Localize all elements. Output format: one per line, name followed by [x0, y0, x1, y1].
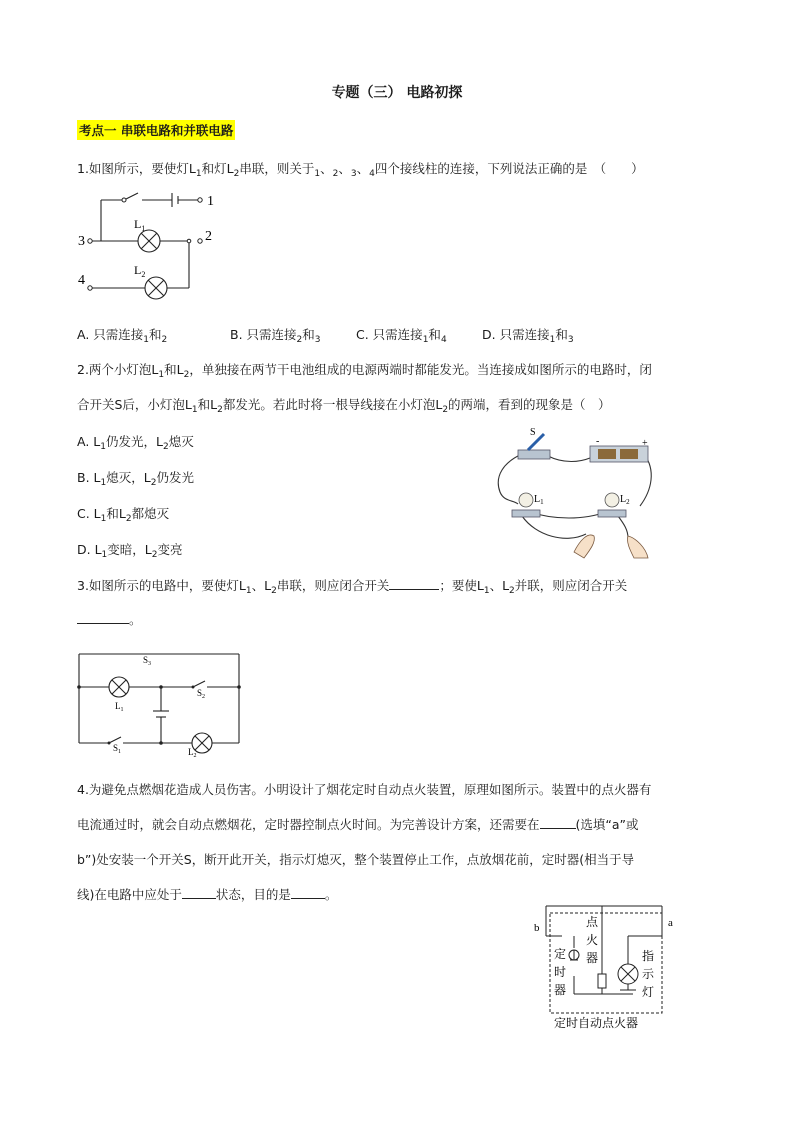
svg-text:灯: 灯: [642, 985, 655, 999]
q3-stem-line1: 3.如图所示的电路中，要使灯$L_1$、$L_2$串联，则应闭合开关 ；要使$L_1$、$L_2$并联，则应闭合开关: [77, 578, 628, 596]
q1-option-c[interactable]: C. 只需连接$_1$和$_4$: [356, 327, 447, 345]
q4-caption: 定时自动点火器: [554, 1016, 639, 1030]
q3-label-l2: $L_2$: [188, 747, 197, 759]
svg-text:器: 器: [586, 951, 599, 965]
q2-option-c[interactable]: C. $L_1$和$L_2$都熄灭: [77, 506, 170, 524]
q2-wire-left: [498, 454, 522, 504]
q3-label-s3: $S_3$: [143, 655, 152, 667]
q4-stem-line4: 线)在电路中应处于 状态，目的是 。: [77, 887, 338, 902]
q4-stem-line2: 电流通过时，就会自动点燃烟花，定时器控制点火时间。为完善设计方案，还需要在 (选填“a”或: [77, 817, 639, 832]
q4-label-b: b: [534, 922, 540, 934]
q3-label-s2: $S_2$: [197, 688, 206, 700]
q2-wire-mid: [530, 512, 606, 518]
q3-switch-s2: [193, 681, 205, 687]
q1-terminal-4: 4: [78, 273, 85, 288]
page-title: 专题（三） 电路初探: [331, 85, 463, 101]
q4-answer-blank-2[interactable]: [182, 886, 216, 899]
q1-terminal-2: 2: [205, 229, 212, 244]
q4-circuit-diagram: [532, 898, 682, 1034]
svg-text:器: 器: [554, 983, 567, 997]
q2-stem-line1: 2.两个小灯泡$L_1$和$L_2$，单独接在两节干电池组成的电源两端时都能发光。当连接成如图所示的电路时，闭: [77, 362, 652, 380]
q2-option-a[interactable]: A. $L_1$仍发光，$L_2$熄灭: [77, 434, 194, 452]
q2-hands: [574, 535, 648, 558]
q4-igniter-resistor: [598, 974, 606, 988]
q4-answer-blank-1[interactable]: [540, 816, 576, 829]
svg-text:指: 指: [642, 949, 655, 963]
q1-option-d[interactable]: D. 只需连接$_1$和$_3$: [482, 327, 574, 345]
q4-label-timer: [554, 947, 566, 997]
q4-label-a: a: [668, 917, 673, 929]
svg-text:火: 火: [586, 933, 599, 947]
q1-stem: 1.如图所示，要使灯$L_1$和灯$L_2$串联，则关于$_1$、$_2$、$_3$、$_4$四个接线柱的连接，下列说法正确的是 （ ）: [77, 161, 644, 179]
q1-circuit-diagram: [76, 188, 226, 306]
q3-stem-line2: 。: [77, 611, 142, 629]
q3-circuit-diagram: [79, 652, 243, 759]
q3-label-l1: $L_1$: [115, 701, 124, 713]
q2-wire-l1-probe: [522, 516, 586, 538]
section-heading: 考点一 串联电路和并联电路: [77, 120, 235, 140]
svg-text:示: 示: [642, 967, 655, 981]
q1-option-a[interactable]: A. 只需连接$_1$和$_2$: [77, 327, 168, 345]
q4-answer-blank-3[interactable]: [291, 886, 325, 899]
q1-label-l1: $L_1$: [134, 217, 146, 233]
q3-label-s1: $S_1$: [113, 743, 122, 755]
q4-stem-line3: b”)处安装一个开关S，断开此开关，指示灯熄灭，整个装置停止工作，点放烟花前，定时器(相当于导: [77, 852, 635, 867]
q2-option-b[interactable]: B. $L_1$熄灭，$L_2$仍发光: [77, 470, 194, 488]
q4-stem-line1: 4.为避免点燃烟花造成人员伤害。小明设计了烟花定时自动点火装置，原理如图所示。装置中的点火器有: [77, 782, 652, 797]
q2-label-s: S: [530, 427, 536, 438]
q4-label-indicator: [642, 948, 655, 999]
q1-terminal-1: 1: [207, 194, 214, 209]
q2-label-minus: -: [596, 436, 600, 447]
q2-battery-holder: [590, 446, 648, 462]
svg-text:时: 时: [554, 965, 567, 979]
q3-answer-blank-1[interactable]: [389, 577, 439, 590]
q1-option-b[interactable]: B. 只需连接$_2$和$_3$: [230, 327, 321, 345]
q2-option-d[interactable]: D. $L_1$变暗，$L_2$变亮: [77, 542, 183, 560]
q2-wire-top: [548, 456, 590, 462]
q1-label-l2: $L_2$: [134, 263, 146, 279]
q3-answer-blank-2[interactable]: [77, 611, 129, 624]
q2-stem-line2: 合开关S后，小灯泡$L_1$和$L_2$都发光。若此时将一根导线接在小灯泡$L_2$的两端，看到的现象是（ ）: [77, 397, 611, 415]
svg-text:定: 定: [554, 947, 567, 961]
q4-label-igniter: [586, 914, 599, 965]
q2-label-plus: +: [642, 438, 648, 449]
q3-switch-s3: [141, 649, 151, 654]
q1-terminal-3: 3: [78, 234, 85, 249]
q2-label-l1: $L_1$: [534, 494, 544, 506]
q2-circuit-illustration: [494, 424, 664, 564]
q2-wire-l2-probe: [618, 516, 628, 538]
svg-text:点: 点: [586, 915, 599, 929]
q2-label-l2: $L_2$: [620, 494, 630, 506]
